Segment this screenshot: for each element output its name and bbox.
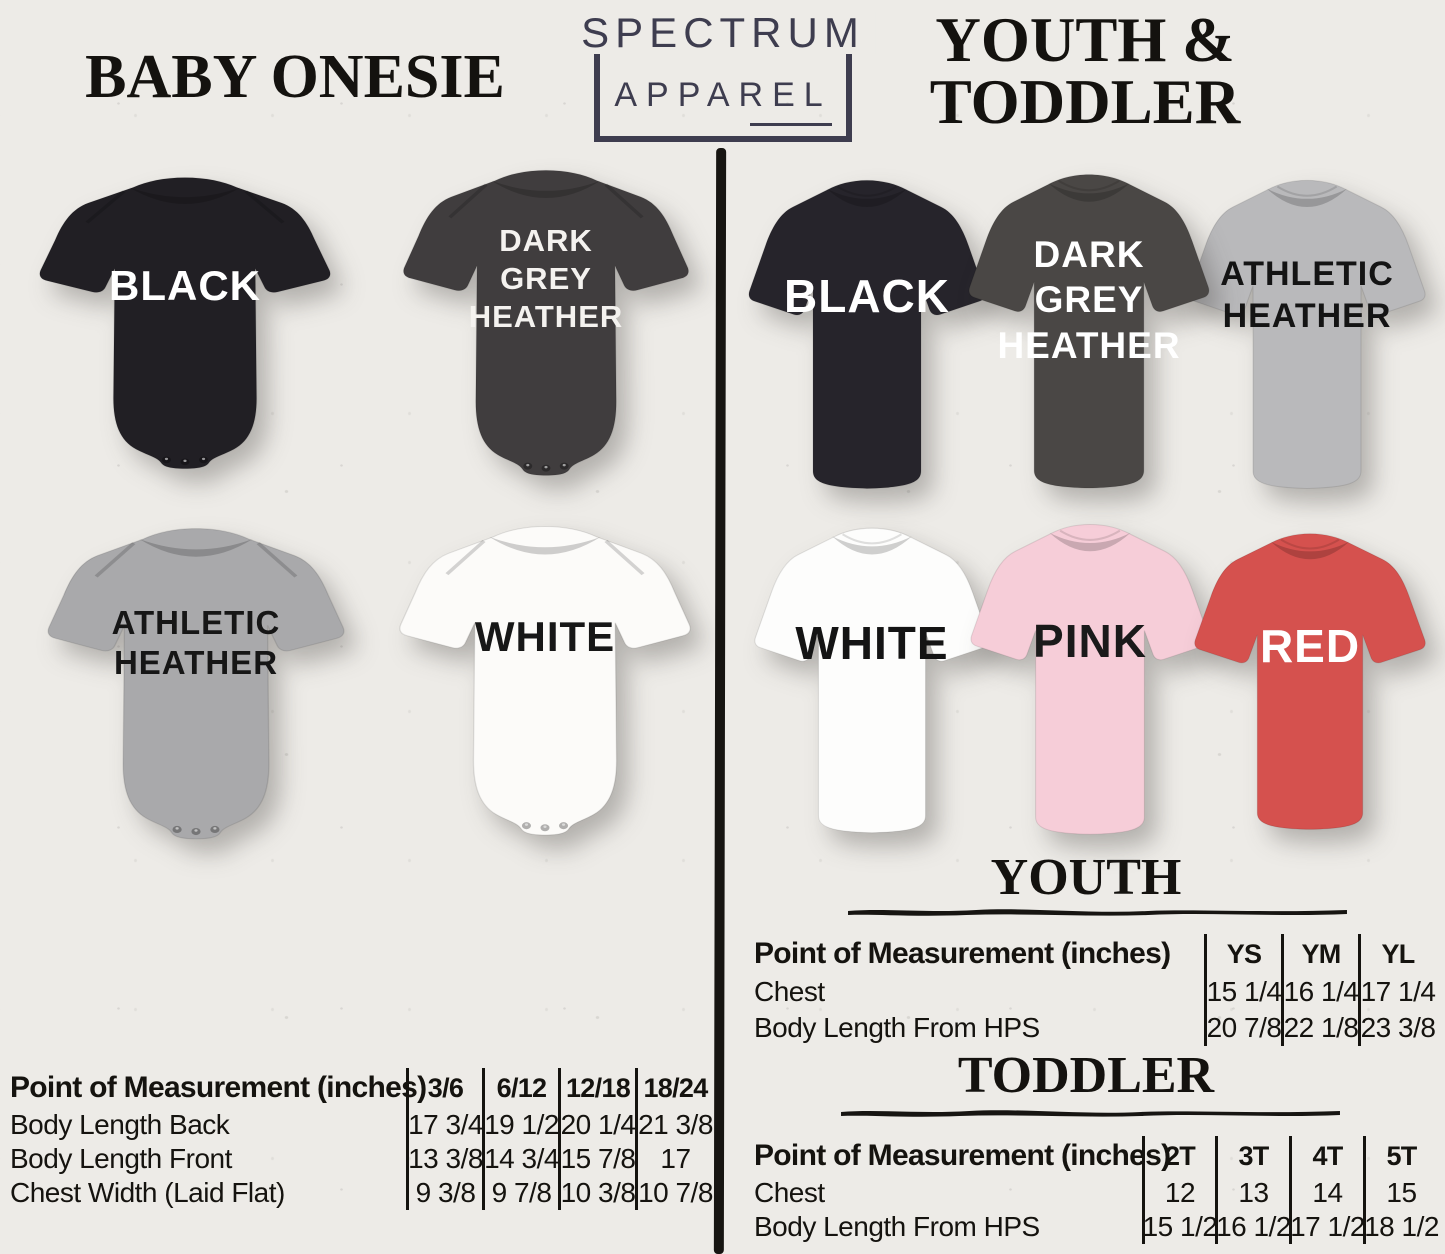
table-col-header: 6/12 bbox=[482, 1068, 558, 1108]
baby-onesie-black bbox=[26, 164, 344, 496]
table-cell: 20 7/8 bbox=[1204, 1010, 1281, 1046]
table-cell: 16 1/2 bbox=[1216, 1211, 1291, 1242]
brand-logo-line1: SPECTRUM bbox=[571, 12, 875, 54]
table-cell: 23 3/8 bbox=[1358, 1010, 1435, 1046]
onesie-graphic bbox=[26, 164, 344, 496]
table-row-label: Body Length From HPS bbox=[754, 1012, 1040, 1043]
table-row-label: Chest bbox=[754, 976, 825, 1007]
table-col-header: YS bbox=[1204, 934, 1281, 974]
baby-onesie-athletic-heather bbox=[34, 514, 358, 868]
table-cell: 9 3/8 bbox=[406, 1176, 482, 1210]
table-cell: 10 7/8 bbox=[635, 1176, 713, 1210]
table-cell: 13 bbox=[1215, 1176, 1289, 1210]
table-row-label: Body Length Back bbox=[10, 1109, 230, 1140]
table-col-header: 18/24 bbox=[635, 1068, 713, 1108]
youth-tee-black bbox=[740, 164, 994, 512]
rough-line-graphic bbox=[845, 905, 1350, 917]
onesie-graphic bbox=[34, 514, 358, 868]
garment-label: RED bbox=[1259, 620, 1361, 673]
table-cell: 17 3/4 bbox=[406, 1108, 482, 1142]
youth-toddler-title-line2: TODDLER bbox=[929, 66, 1241, 137]
table-col-header: 5T bbox=[1363, 1136, 1437, 1176]
section-divider bbox=[714, 148, 726, 1254]
table-cell: 20 1/4 bbox=[558, 1108, 635, 1142]
garment-label: BLACK bbox=[109, 262, 261, 310]
table-cell: 15 7/8 bbox=[558, 1142, 635, 1176]
youth-underline bbox=[845, 905, 1350, 917]
table-cell: 17 1/2 bbox=[1290, 1211, 1365, 1242]
onesie-graphic bbox=[386, 512, 704, 864]
table-col-header: 2T bbox=[1142, 1136, 1215, 1176]
table-cell: 15 1/2 bbox=[1142, 1211, 1218, 1242]
table-cell: 16 1/4 bbox=[1281, 974, 1358, 1010]
rough-line-graphic bbox=[838, 1106, 1343, 1118]
brand-logo-line2: APPAREL bbox=[614, 76, 832, 114]
toddler-heading: TODDLER bbox=[957, 1047, 1215, 1104]
garment-label: ATHLETIC HEATHER bbox=[111, 603, 281, 681]
table-cell: 9 7/8 bbox=[482, 1176, 558, 1210]
garment-label: BLACK bbox=[784, 270, 950, 323]
baby-onesie-title: BABY ONESIE bbox=[85, 43, 505, 111]
youth-tee-dark-grey-heather bbox=[960, 158, 1218, 512]
baby-onesie-dark-grey-heather bbox=[390, 156, 702, 504]
table-cell: 14 3/4 bbox=[482, 1142, 558, 1176]
table-header-label: Point of Measurement (inches) bbox=[754, 937, 1171, 970]
youth-size-table bbox=[752, 934, 1435, 1046]
table-cell: 17 bbox=[635, 1142, 713, 1176]
table-col-header: 12/18 bbox=[558, 1068, 635, 1108]
youth-heading: YOUTH bbox=[990, 849, 1182, 906]
table-header-label: Point of Measurement (inches) bbox=[754, 1139, 1171, 1172]
table-col-header: 3T bbox=[1215, 1136, 1289, 1176]
table-cell: 13 3/8 bbox=[406, 1142, 482, 1176]
tee-graphic bbox=[740, 164, 994, 512]
garment-label: WHITE bbox=[474, 612, 616, 660]
baby-size-table bbox=[8, 1068, 713, 1210]
table-col-header: YM bbox=[1281, 934, 1358, 974]
garment-label: DARK GREY HEATHER bbox=[997, 234, 1181, 366]
garment-label: ATHLETIC HEATHER bbox=[1220, 255, 1394, 335]
table-cell: 18 1/2 bbox=[1364, 1211, 1439, 1242]
tee-graphic bbox=[962, 508, 1218, 858]
table-col-header: 4T bbox=[1289, 1136, 1363, 1176]
table-cell: 21 3/8 bbox=[635, 1108, 713, 1142]
toddler-tee-white bbox=[746, 512, 998, 856]
garment-label: WHITE bbox=[795, 617, 949, 670]
table-col-header: 3/6 bbox=[406, 1068, 482, 1108]
table-cell: 12 bbox=[1142, 1176, 1215, 1210]
table-cell: 14 bbox=[1289, 1176, 1363, 1210]
tee-graphic bbox=[746, 512, 998, 856]
garment-label: DARK GREY HEATHER bbox=[468, 223, 624, 334]
table-header-label: Point of Measurement (inches) bbox=[10, 1071, 427, 1104]
youth-toddler-title bbox=[855, 5, 1315, 137]
tee-graphic bbox=[1180, 164, 1434, 512]
toddler-size-table bbox=[752, 1136, 1437, 1244]
brand-logo bbox=[581, 9, 865, 142]
table-cell: 19 1/2 bbox=[482, 1108, 558, 1142]
table-col-header: YL bbox=[1358, 934, 1435, 974]
table-cell: 15 1/4 bbox=[1204, 974, 1281, 1010]
toddler-tee-red bbox=[1186, 518, 1434, 852]
table-cell: 22 1/8 bbox=[1281, 1010, 1358, 1046]
baby-onesie-white bbox=[386, 512, 704, 864]
brand-logo-underline bbox=[750, 123, 832, 126]
toddler-tee-pink bbox=[962, 508, 1218, 858]
table-row-label: Body Length Front bbox=[10, 1143, 232, 1174]
table-cell: 17 1/4 bbox=[1358, 974, 1435, 1010]
table-row-label: Chest bbox=[754, 1177, 825, 1208]
toddler-underline bbox=[838, 1106, 1343, 1118]
garment-label: PINK bbox=[1033, 615, 1147, 667]
youth-tee-athletic-heather bbox=[1180, 164, 1434, 512]
table-cell: 10 3/8 bbox=[558, 1176, 635, 1210]
table-cell: 15 bbox=[1363, 1176, 1437, 1210]
table-row-label: Body Length From HPS bbox=[754, 1211, 1040, 1242]
table-row-label: Chest Width (Laid Flat) bbox=[10, 1177, 285, 1208]
youth-toddler-title-line1: YOUTH & bbox=[935, 5, 1235, 75]
tee-graphic bbox=[1186, 518, 1434, 852]
